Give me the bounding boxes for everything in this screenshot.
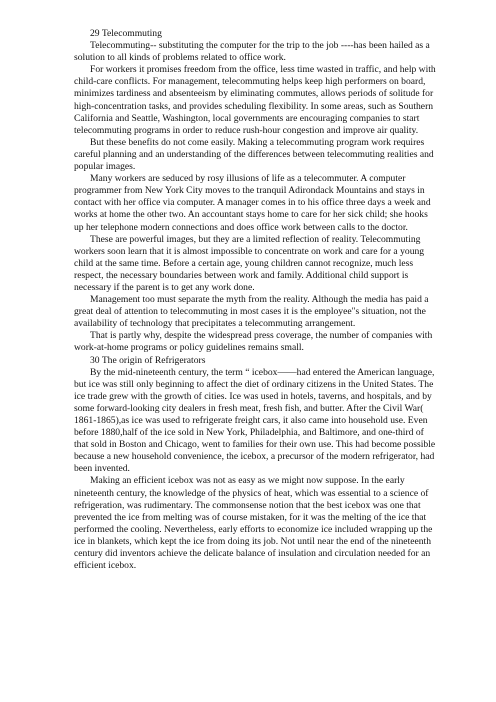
paragraph: Many workers are seduced by rosy illusions of life as a telecommuter. A computer programmer from New York City moves to the tranquil Adirondack Mountains and stays in contact with her office via computer. A manager comes in to his office three days a week and works at home the other two. An accountant stays home to care for her sick child; she hooks up her telephone modern connections and does office work between calls to the doctor.	[74, 173, 431, 233]
paragraph: But these benefits do not come easily. Making a telecommuting program work requires careful planning and an understanding of the differences between telecommuting realities and popular images.	[74, 136, 434, 173]
paragraph: Making an efficient icebox was not as easy as we might now suppose. In the early nineteenth century, the knowledge of the physics of heat, which was essential to a science of refrigeration, was rudimentary. The commonsense notion that the best icebox was one that prevented the ice from melting was of course mistaken, for it was the melting of the ice that performed the cooling. Nevertheless, early efforts to economize ice included wrapping up the ice in blankets, which kept the ice from doing its job. Not until near the end of the nineteenth century did inventors achieve the delicate balance of insulation and circulation needed for an efficient icebox.	[74, 475, 433, 572]
paragraph: For workers it promises freedom from the office, less time wasted in traffic, and help with child-care conflicts. For management, telecommuting helps keep high performers on board, minimizes tardiness and absenteeism by eliminating commutes, allows periods of solitude for high-concentration tasks, and provides scheduling flexibility. In some areas, such as Southern California and Seattle, Washington, local governments are encouraging companies to start telecommuting programs in order to reduce rush-hour congestion and improve air quality.	[74, 64, 436, 136]
paragraph: Management too must separate the myth from the reality. Although the media has paid a great deal of attention to telecommuting in most cases it is the employee"s situation, not the availability of technology that precipitates a telecommuting arrangement.	[74, 294, 429, 330]
paragraph: These are powerful images, but they are a limited reflection of reality. Telecommuting workers soon learn that it is almost impossible to concentrate on work and care for a young child at the same time. Before a certain age, young children cannot recognize, much less respect, the necessary boundaries between work and family. Additional child support is necessary if the parent is to get any work done.	[74, 233, 425, 293]
section-heading: 30 The origin of Refrigerators	[90, 354, 206, 366]
paragraph: That is partly why, despite the widespread press coverage, the number of companies with work-at-home programs or policy guidelines remains small.	[74, 330, 433, 354]
paragraph: By the mid-nineteenth century, the term “ icebox——had entered the American language, but ice was still only beginning to affect the diet of ordinary citizens in the United States. The ice trade grew with the growth of cities. Ice was used in hotels, taverns, and hospitals, and by some forward-looking city dealers in fresh meat, fresh fish, and butter. After the Civil War( 1861-1865),as ice was used to refrigerate freight cars, it also came into household use. Even before 1880,half of the ice sold in New York, Philadelphia, and Baltimore, and one-third of that sold in Boston and Chicago, went to families for their own use. This had become possible because a new household convenience, the icebox, a precursor of the modern refrigerator, had been invented.	[74, 366, 436, 475]
section-refrigerators	[74, 355, 436, 573]
paragraph: Telecommuting-- substituting the computer for the trip to the job ----has been hailed as a solution to all kinds of problems related to office work.	[74, 40, 430, 64]
section-telecommuting	[74, 28, 436, 355]
section-heading: 29 Telecommuting	[90, 28, 162, 39]
